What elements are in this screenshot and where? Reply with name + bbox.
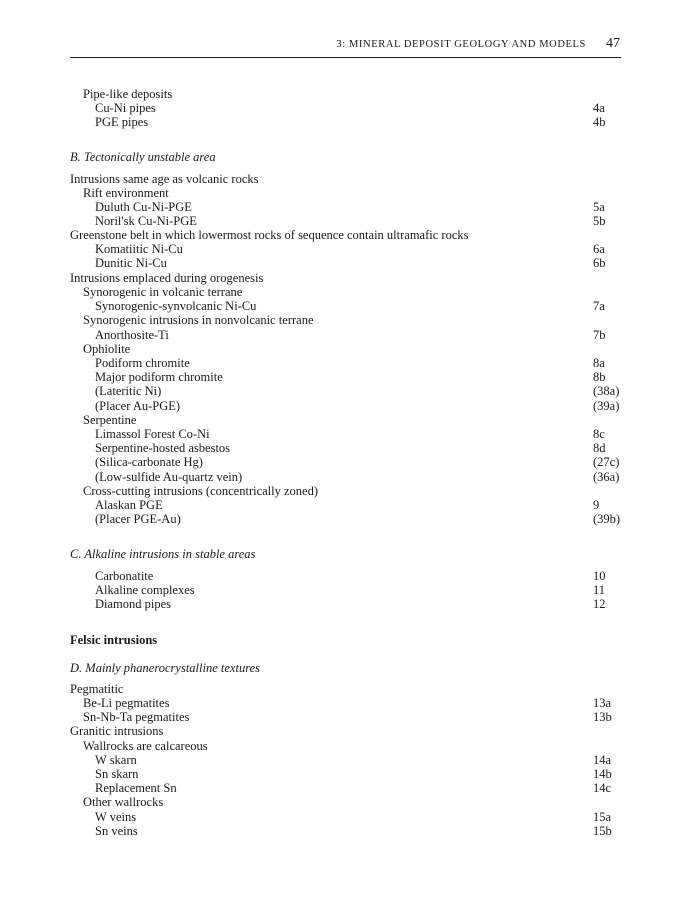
item-label: C. Alkaline intrusions in stable areas xyxy=(70,547,256,561)
list-item xyxy=(0,781,691,796)
model-number: 5b xyxy=(593,214,606,228)
list-item xyxy=(0,441,691,456)
item-label: Podiform chromite xyxy=(95,356,190,370)
item-label: PGE pipes xyxy=(95,115,149,129)
item-label: Major podiform chromite xyxy=(95,370,223,384)
section-heading xyxy=(0,547,691,562)
list-item xyxy=(0,214,691,229)
list-item xyxy=(0,484,691,499)
list-item xyxy=(0,810,691,825)
list-item xyxy=(0,172,691,187)
model-number: 6a xyxy=(593,242,605,256)
item-label: W veins xyxy=(95,810,137,824)
header-rule xyxy=(70,57,621,58)
model-number: 7b xyxy=(593,328,606,342)
item-label: Serpentine-hosted asbestos xyxy=(95,441,231,455)
item-label: Intrusions emplaced during orogenesis xyxy=(70,271,264,285)
item-label: Pegmatitic xyxy=(70,682,124,696)
item-label: Synorogenic-synvolcanic Ni-Cu xyxy=(95,299,257,313)
item-label: Dunitic Ni-Cu xyxy=(95,256,167,270)
item-label: Komatiitic Ni-Cu xyxy=(95,242,183,256)
list-item xyxy=(0,313,691,328)
section-heading xyxy=(0,150,691,165)
item-label: Sn skarn xyxy=(95,767,139,781)
item-label: Alaskan PGE xyxy=(95,498,163,512)
item-label: Other wallrocks xyxy=(83,795,164,809)
model-number: 12 xyxy=(593,597,606,611)
model-number: (38a) xyxy=(593,384,620,398)
model-number: 14a xyxy=(593,753,612,767)
list-item xyxy=(0,739,691,754)
item-label: B. Tectonically unstable area xyxy=(70,150,216,164)
model-number: 13a xyxy=(593,696,612,710)
item-label: Ophiolite xyxy=(83,342,131,356)
item-label: Pipe-like deposits xyxy=(83,87,173,101)
model-number: 8b xyxy=(593,370,606,384)
model-number: 8c xyxy=(593,427,605,441)
model-number: 6b xyxy=(593,256,606,270)
item-label: (Lateritic Ni) xyxy=(95,384,162,398)
item-label: Alkaline complexes xyxy=(95,583,195,597)
item-label: Synorogenic in volcanic terrane xyxy=(83,285,243,299)
item-label: D. Mainly phanerocrystalline textures xyxy=(70,661,261,675)
item-label: (Silica-carbonate Hg) xyxy=(95,455,203,469)
list-item xyxy=(0,115,691,130)
item-label: Synorogenic intrusions in nonvolcanic terrane xyxy=(83,313,314,327)
model-number: 5a xyxy=(593,200,605,214)
list-item xyxy=(0,101,691,116)
model-number: 7a xyxy=(593,299,605,313)
item-label: Be-Li pegmatites xyxy=(83,696,170,710)
list-item xyxy=(0,328,691,343)
item-label: Sn-Nb-Ta pegmatites xyxy=(83,710,190,724)
list-item xyxy=(0,455,691,470)
list-item xyxy=(0,384,691,399)
list-item xyxy=(0,824,691,839)
item-label: Granitic intrusions xyxy=(70,724,164,738)
list-item xyxy=(0,256,691,271)
item-label: Replacement Sn xyxy=(95,781,177,795)
item-label: Intrusions same age as volcanic rocks xyxy=(70,172,259,186)
list-item xyxy=(0,413,691,428)
item-label: Greenstone belt in which lowermost rocks of sequence contain ultramafic rocks xyxy=(70,228,469,242)
item-label: Duluth Cu-Ni-PGE xyxy=(95,200,192,214)
model-number: 8d xyxy=(593,441,606,455)
item-label: Limassol Forest Co-Ni xyxy=(95,427,210,441)
running-header xyxy=(70,36,620,56)
list-item xyxy=(0,399,691,414)
list-item xyxy=(0,342,691,357)
list-item xyxy=(0,271,691,286)
item-label: Cross-cutting intrusions (concentrically zoned) xyxy=(83,484,319,498)
list-item xyxy=(0,242,691,257)
list-item xyxy=(0,200,691,215)
model-number: 15a xyxy=(593,810,612,824)
list-item xyxy=(0,696,691,711)
item-label: Cu-Ni pipes xyxy=(95,101,156,115)
item-label: Felsic intrusions xyxy=(70,633,158,647)
list-item xyxy=(0,569,691,584)
list-item xyxy=(0,356,691,371)
model-number: 11 xyxy=(593,583,606,597)
item-label: Carbonatite xyxy=(95,569,154,583)
model-number: 14c xyxy=(593,781,612,795)
list-item xyxy=(0,498,691,513)
page-number: 47 xyxy=(606,36,620,51)
list-item xyxy=(0,767,691,782)
model-number: 4b xyxy=(593,115,606,129)
item-label: Anorthosite-Ti xyxy=(95,328,169,342)
list-item xyxy=(0,186,691,201)
list-item xyxy=(0,285,691,300)
model-number: 9 xyxy=(593,498,600,512)
list-item xyxy=(0,710,691,725)
item-label: Wallrocks are calcareous xyxy=(83,739,208,753)
model-number: 13b xyxy=(593,710,612,724)
list-item xyxy=(0,87,691,102)
item-label: Noril'sk Cu-Ni-PGE xyxy=(95,214,197,228)
list-item xyxy=(0,512,691,527)
list-item xyxy=(0,370,691,385)
list-item xyxy=(0,299,691,314)
list-item xyxy=(0,795,691,810)
list-item xyxy=(0,427,691,442)
model-number: 4a xyxy=(593,101,605,115)
model-number: (39b) xyxy=(593,512,621,526)
list-item xyxy=(0,724,691,739)
model-number: (27c) xyxy=(593,455,620,469)
item-label: (Low-sulfide Au-quartz vein) xyxy=(95,470,243,484)
section-heading xyxy=(0,633,691,648)
item-label: W skarn xyxy=(95,753,137,767)
list-item xyxy=(0,583,691,598)
list-item xyxy=(0,597,691,612)
model-number: (36a) xyxy=(593,470,620,484)
item-label: Diamond pipes xyxy=(95,597,172,611)
item-label: (Placer PGE-Au) xyxy=(95,512,181,526)
section-heading xyxy=(0,661,691,676)
model-number: 10 xyxy=(593,569,606,583)
list-item xyxy=(0,753,691,768)
list-item xyxy=(0,470,691,485)
header-chapter-title: 3: MINERAL DEPOSIT GEOLOGY AND MODELS xyxy=(336,39,586,50)
model-number: 15b xyxy=(593,824,612,838)
list-item xyxy=(0,682,691,697)
list-item xyxy=(0,228,691,243)
model-number: 14b xyxy=(593,767,612,781)
model-number: (39a) xyxy=(593,399,620,413)
item-label: Sn veins xyxy=(95,824,138,838)
item-label: Serpentine xyxy=(83,413,137,427)
item-label: Rift environment xyxy=(83,186,169,200)
item-label: (Placer Au-PGE) xyxy=(95,399,181,413)
model-number: 8a xyxy=(593,356,605,370)
